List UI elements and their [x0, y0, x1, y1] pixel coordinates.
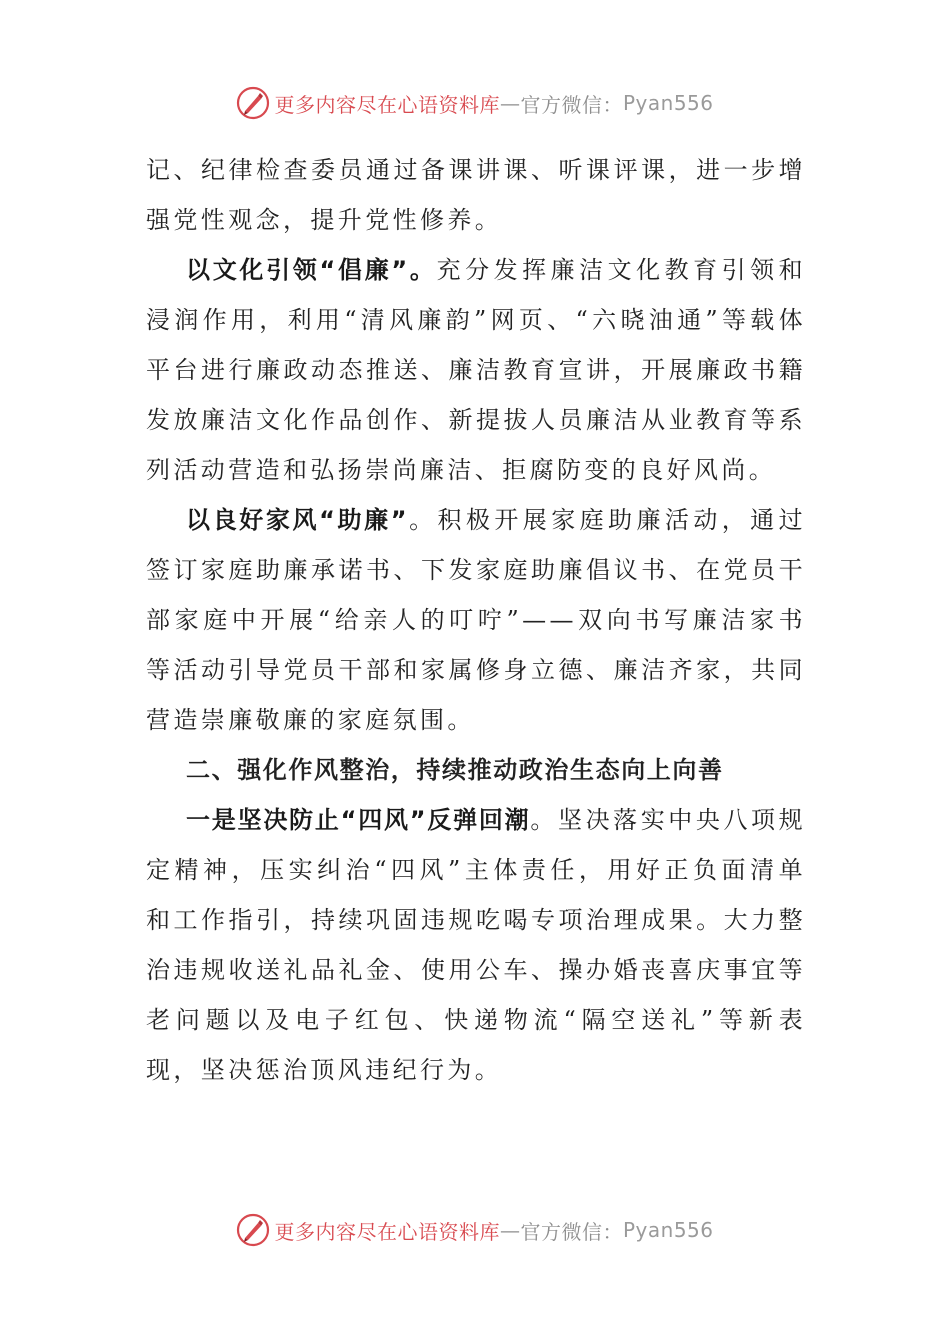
- paragraph-lead: 以良好家风“助廉”: [186, 506, 409, 534]
- banner-dash: —: [499, 1218, 521, 1242]
- banner-dash: —: [499, 91, 521, 115]
- paragraph-text: 。坚决落实中央八项规定精神，压实纠治“四风”主体责任，用好正负面清单和工作指引，持续巩固违规吃喝专项治理成果。大力整治违规收送礼品礼金、使用公车、操办婚丧喜庆事宜等老问题以及电子红包、快递物流“隔空送礼”等新表现，坚决惩治顶风违纪行为。: [146, 806, 807, 1084]
- banner-site-text: 更多内容尽在心语资料库: [274, 92, 500, 117]
- paragraph-culture-promotes-integrity: [146, 245, 806, 495]
- paragraph-text: 充分发挥廉洁文化教育引领和浸润作用，利用“清风廉韵”网页、“六晓油通”等载体平台进行廉政动态推送、廉洁教育宣讲，开展廉政书籍发放廉洁文化作品创作、新提拔人员廉洁从业教育等系列活动营造和弘扬崇尚廉洁、拒腐防变的良好风尚。: [146, 256, 807, 484]
- footer-banner: [0, 1210, 950, 1250]
- banner-contact-label: 官方微信：: [520, 1219, 623, 1244]
- paragraph-continued: [146, 145, 806, 245]
- pen-logo-icon: [236, 86, 270, 120]
- paragraph-four-winds: [146, 795, 806, 1095]
- paragraph-text: 。积极开展家庭助廉活动，通过签订家庭助廉承诺书、下发家庭助廉倡议书、在党员干部家庭中开展“给亲人的叮咛”——双向书写廉洁家书等活动引导党员干部和家属修身立德、廉洁齐家，共同营造崇廉敬廉的家庭氛围。: [146, 506, 806, 734]
- banner-handle: Pyan556: [622, 1218, 714, 1242]
- pen-logo-icon: [236, 1213, 270, 1247]
- paragraph-lead: 以文化引领“倡廉”。: [186, 256, 437, 284]
- banner-handle: Pyan556: [622, 91, 714, 115]
- paragraph-family-ethics: [146, 495, 806, 745]
- section-heading: 二、强化作风整治，持续推动政治生态向上向善: [186, 756, 724, 784]
- banner-site-text: 更多内容尽在心语资料库: [274, 1219, 500, 1244]
- banner-contact-label: 官方微信：: [520, 92, 623, 117]
- header-banner: [0, 83, 950, 123]
- document-body: [146, 145, 806, 1095]
- paragraph-lead: 一是坚决防止“四风”反弹回潮: [186, 806, 531, 834]
- paragraph-text: 记、纪律检查委员通过备课讲课、听课评课，进一步增强党性观念，提升党性修养。: [146, 156, 806, 234]
